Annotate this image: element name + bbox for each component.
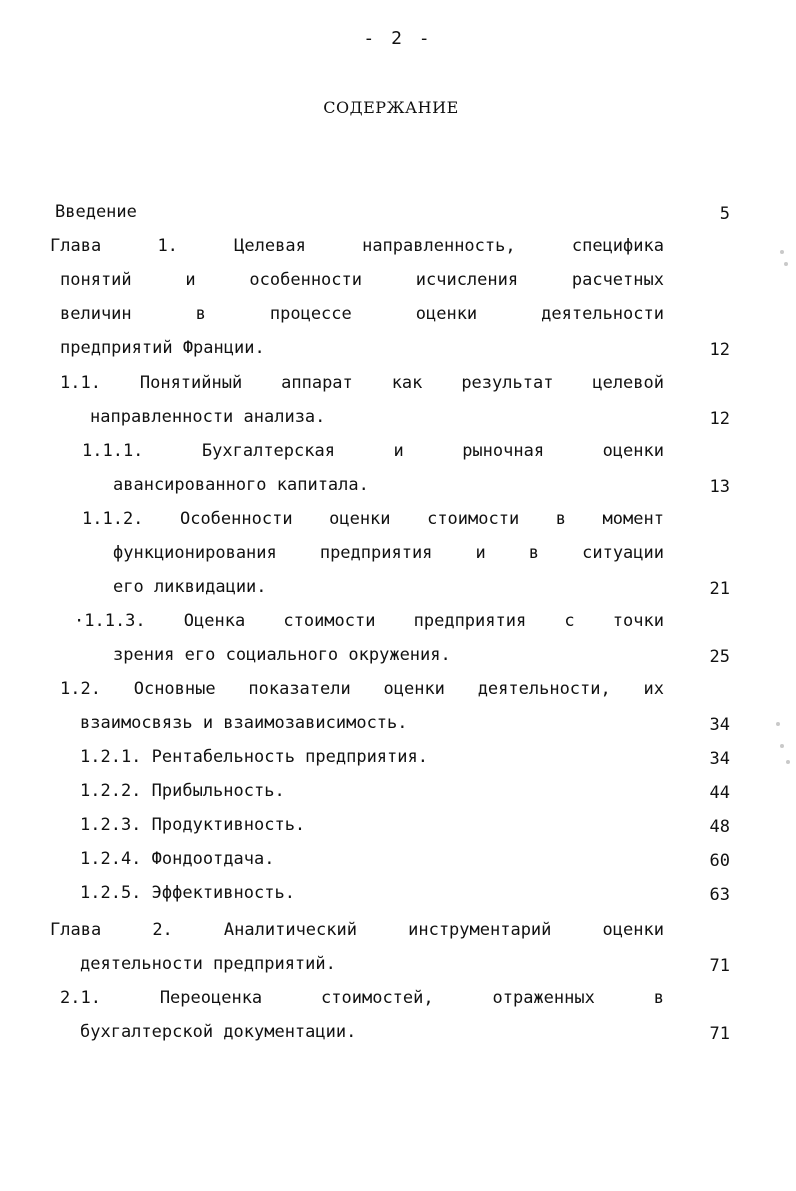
toc-word: деятельности bbox=[541, 304, 664, 324]
toc-entry-line: Введение bbox=[55, 202, 137, 222]
toc-word: Переоценка bbox=[159, 988, 263, 1008]
toc-word: аппарат bbox=[281, 373, 353, 393]
toc-page-number: 12 bbox=[709, 340, 730, 360]
toc-word: Аналитический bbox=[223, 920, 357, 940]
scan-speck bbox=[780, 744, 784, 748]
toc-word: расчетных bbox=[571, 270, 664, 290]
toc-word: Глава bbox=[50, 920, 102, 940]
toc-entry-line: 1.2.1. Рентабельность предприятия. bbox=[80, 747, 428, 767]
toc-entry-line bbox=[60, 372, 664, 394]
toc-page-number: 63 bbox=[709, 885, 730, 905]
toc-entry-line: 1.2.5. Эффективность. bbox=[80, 883, 295, 903]
toc-page-number: 12 bbox=[709, 409, 730, 429]
toc-word: 1.1.1. bbox=[82, 441, 144, 461]
toc-page-number: 25 bbox=[709, 647, 730, 667]
toc-word: оценки bbox=[329, 509, 391, 529]
toc-word: 1.1. bbox=[60, 373, 101, 393]
scan-speck bbox=[776, 722, 780, 726]
toc-page-number: 48 bbox=[709, 817, 730, 837]
toc-entry-line: предприятий Франции. bbox=[60, 338, 265, 358]
toc-word: Особенности bbox=[179, 509, 293, 529]
toc-entry-line bbox=[50, 235, 664, 257]
toc-word: Оценка bbox=[183, 611, 246, 631]
toc-entry-line: зрения его социального окружения. bbox=[113, 645, 451, 665]
toc-word: инструментарий bbox=[408, 920, 552, 940]
toc-word: оценки bbox=[415, 304, 478, 324]
toc-word: 1.1.2. bbox=[82, 509, 144, 529]
toc-entry-line: направленности анализа. bbox=[90, 407, 326, 427]
toc-entry-line: 1.2.4. Фондоотдача. bbox=[80, 849, 275, 869]
toc-word: процессе bbox=[269, 304, 352, 324]
toc-word: особенности bbox=[249, 270, 362, 290]
page-number: - 2 - bbox=[363, 28, 433, 49]
toc-word: деятельности, bbox=[477, 679, 611, 699]
toc-page-number: 71 bbox=[709, 1024, 730, 1044]
toc-word: 2. bbox=[152, 920, 173, 940]
toc-entry-line: деятельности предприятий. bbox=[80, 954, 336, 974]
toc-word: и bbox=[475, 543, 486, 563]
toc-page-number: 60 bbox=[709, 851, 730, 871]
toc-word: с bbox=[564, 611, 575, 631]
toc-word: в bbox=[528, 543, 540, 563]
scan-speck bbox=[780, 250, 784, 254]
toc-entry-line: взаимосвязь и взаимозависимость. bbox=[80, 713, 408, 733]
toc-entry-line bbox=[50, 919, 664, 941]
toc-page-number: 44 bbox=[709, 783, 730, 803]
toc-word: стоимости bbox=[283, 611, 376, 631]
toc-word: в bbox=[195, 304, 206, 324]
toc-entry-line bbox=[60, 269, 664, 291]
toc-word: Бухгалтерская bbox=[201, 441, 335, 461]
toc-word: 2.1. bbox=[60, 988, 101, 1008]
toc-word: Основные bbox=[133, 679, 216, 699]
toc-word: их bbox=[643, 679, 664, 699]
toc-word: момент bbox=[602, 509, 664, 529]
scan-speck bbox=[786, 760, 790, 764]
toc-word: точки bbox=[612, 611, 664, 631]
toc-entry-line bbox=[113, 542, 664, 564]
toc-word: стоимостей, bbox=[321, 988, 434, 1008]
scan-speck bbox=[784, 262, 788, 266]
toc-word: предприятия bbox=[413, 611, 527, 631]
toc-word: и bbox=[393, 441, 404, 461]
toc-word: специфика bbox=[571, 236, 664, 256]
toc-word: Целевая bbox=[234, 236, 306, 256]
toc-word: величин bbox=[60, 304, 132, 324]
toc-word: результат bbox=[461, 373, 554, 393]
toc-entry-line: 1.2.3. Продуктивность. bbox=[80, 815, 306, 835]
toc-word: и bbox=[185, 270, 196, 290]
toc-word: ·1.1.3. bbox=[74, 611, 146, 631]
toc-word: целевой bbox=[592, 373, 664, 393]
toc-page-number: 5 bbox=[719, 204, 730, 224]
toc-word: рыночная bbox=[462, 441, 545, 461]
toc-word: Глава bbox=[50, 236, 102, 256]
toc-page-number: 21 bbox=[709, 579, 730, 599]
toc-word: стоимости bbox=[427, 509, 520, 529]
toc-word: в bbox=[555, 509, 566, 529]
toc-page-number: 34 bbox=[709, 749, 730, 769]
toc-word: оценки bbox=[602, 441, 664, 461]
toc-word: показатели bbox=[248, 679, 351, 699]
toc-entry-line bbox=[60, 303, 664, 325]
toc-word: отраженных bbox=[492, 988, 595, 1008]
toc-page-number: 34 bbox=[709, 715, 730, 735]
toc-word: предприятия bbox=[319, 543, 433, 563]
toc-entry-line: его ликвидации. bbox=[113, 577, 267, 597]
page-title: СОДЕРЖАНИЕ bbox=[323, 98, 459, 117]
toc-word: исчисления bbox=[415, 270, 519, 290]
toc-word: 1.2. bbox=[60, 679, 101, 699]
toc-word: Понятийный bbox=[139, 373, 243, 393]
toc-word: направленность, bbox=[362, 236, 516, 256]
toc-word: функционирования bbox=[113, 543, 277, 563]
toc-word: ситуации bbox=[582, 543, 664, 563]
toc-word: оценки bbox=[602, 920, 664, 940]
toc-page-number: 13 bbox=[709, 477, 730, 497]
toc-entry-line bbox=[60, 678, 664, 700]
toc-entry-line: бухгалтерской документации. bbox=[80, 1022, 357, 1042]
toc-word: как bbox=[391, 373, 423, 393]
toc-page-number: 71 bbox=[709, 956, 730, 976]
toc-entry-line bbox=[60, 987, 664, 1009]
toc-word: 1. bbox=[157, 236, 178, 256]
toc-entry-line bbox=[82, 440, 664, 462]
toc-word: в bbox=[653, 988, 664, 1008]
toc-word: оценки bbox=[383, 679, 445, 699]
toc-entry-line: авансированного капитала. bbox=[113, 475, 369, 495]
toc-entry-line: 1.2.2. Прибыльность. bbox=[80, 781, 285, 801]
toc-entry-line bbox=[74, 610, 664, 632]
toc-word: понятий bbox=[60, 270, 132, 290]
toc-entry-line bbox=[82, 508, 664, 530]
